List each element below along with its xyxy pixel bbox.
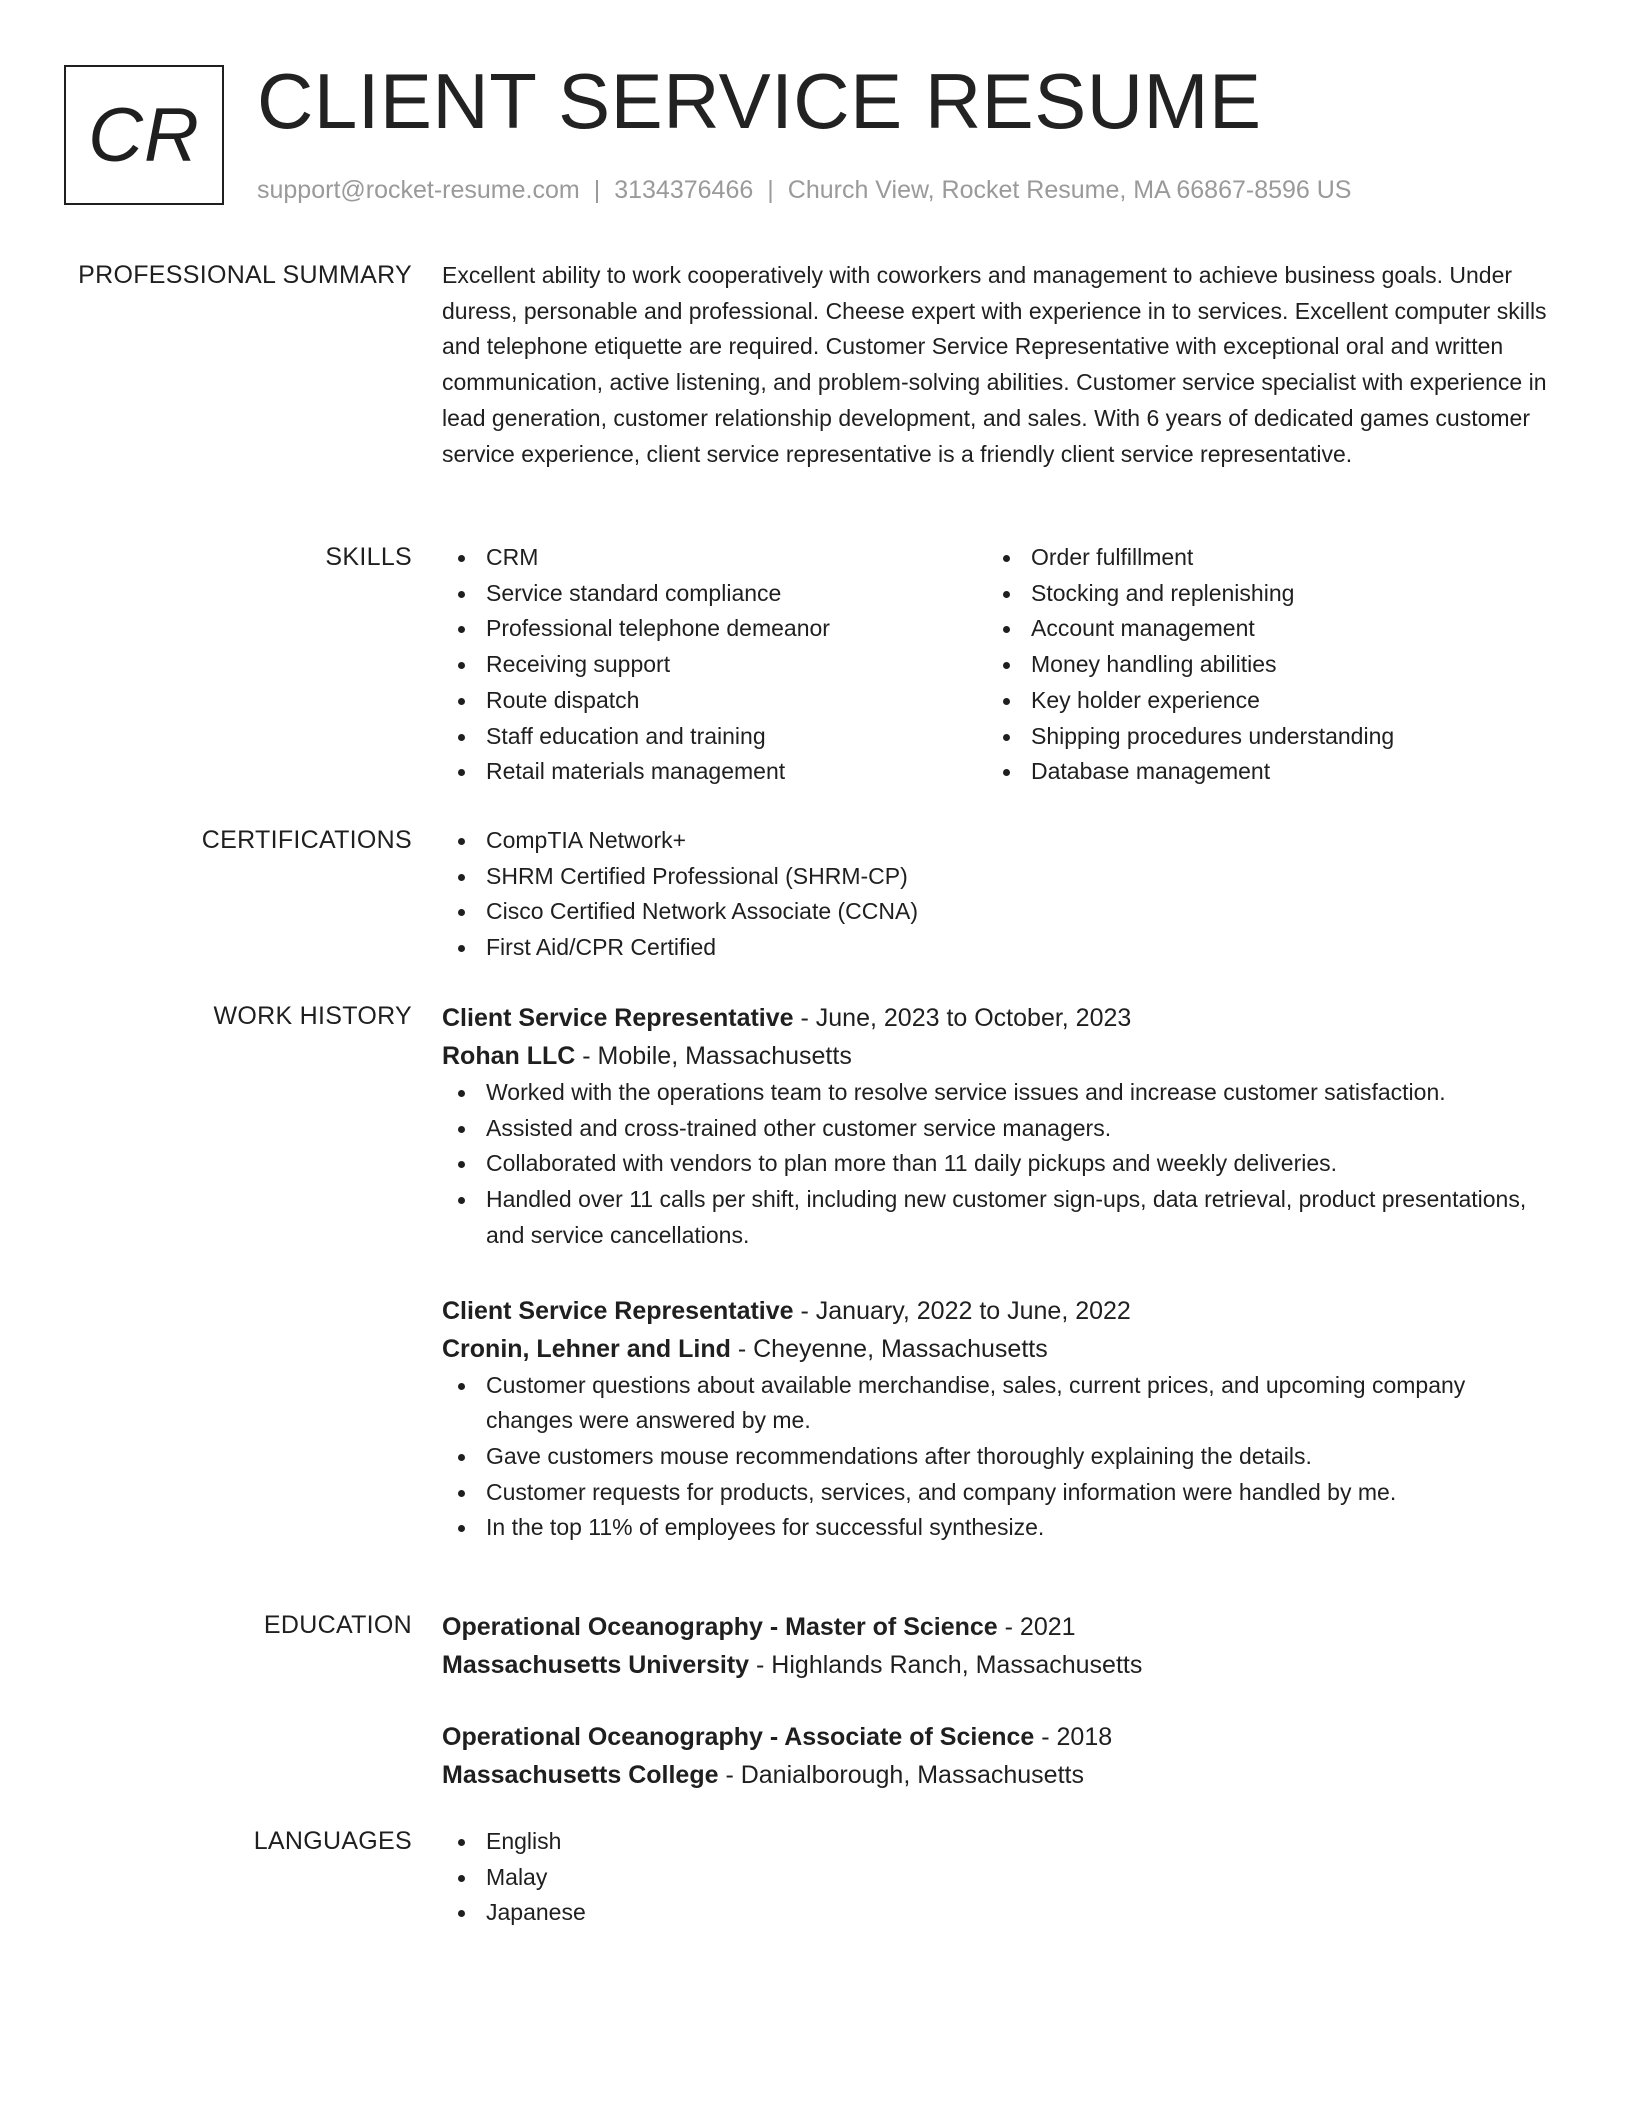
job-entry <box>442 999 1552 1254</box>
skills-list-right <box>987 540 1532 790</box>
list-item: Handled over 11 calls per shift, including new customer sign-ups, data retrieval, product presentations, and service cancellations. <box>442 1182 1552 1253</box>
contact-address: Church View, Rocket Resume, MA 66867-8596 US <box>787 176 1352 204</box>
list-item: CRM <box>442 540 987 576</box>
list-item: Gave customers mouse recommendations after thoroughly explaining the details. <box>442 1439 1552 1475</box>
list-item: Staff education and training <box>442 719 987 755</box>
contact-email[interactable]: support@rocket-resume.com <box>257 176 580 204</box>
section-label-education: EDUCATION <box>263 1611 412 1639</box>
section-label-certifications: CERTIFICATIONS <box>201 826 412 854</box>
graduation-year: - 2018 <box>1034 1723 1113 1751</box>
company-line <box>442 1330 1552 1368</box>
job-title: Client Service Representative <box>442 1296 794 1325</box>
list-item: In the top 11% of employees for successful synthesize. <box>442 1510 1552 1546</box>
list-item: Database management <box>987 754 1532 790</box>
job-bullets <box>442 1368 1552 1547</box>
school-name: Massachusetts College <box>442 1761 719 1789</box>
company-location: - Mobile, Massachusetts <box>575 1042 852 1070</box>
list-item: Assisted and cross-trained other customer service managers. <box>442 1111 1552 1147</box>
education-body <box>442 1608 1552 1828</box>
certifications-list <box>442 823 1552 966</box>
contact-separator: | <box>767 176 774 204</box>
job-title-line <box>442 999 1552 1037</box>
list-item: Professional telephone demeanor <box>442 611 987 647</box>
contact-phone[interactable]: 3134376466 <box>614 176 754 204</box>
section-label-languages: LANGUAGES <box>253 1827 412 1855</box>
certifications-body <box>442 823 1552 966</box>
list-item: Worked with the operations team to resolve service issues and increase customer satisfaction. <box>442 1075 1552 1111</box>
list-item: English <box>442 1824 1552 1860</box>
skills-body <box>442 540 1552 790</box>
list-item: Retail materials management <box>442 754 987 790</box>
list-item: Money handling abilities <box>987 647 1532 683</box>
job-entry <box>442 1292 1552 1547</box>
list-item: Collaborated with vendors to plan more than 11 daily pickups and weekly deliveries. <box>442 1146 1552 1182</box>
section-label-work-history: WORK HISTORY <box>213 1002 412 1030</box>
job-title: Client Service Representative <box>442 1004 794 1032</box>
company-name: Cronin, Lehner and Lind <box>442 1334 731 1363</box>
list-item: Route dispatch <box>442 683 987 719</box>
list-item: Malay <box>442 1860 1552 1896</box>
summary-body <box>442 258 1552 472</box>
school-line <box>442 1646 1552 1684</box>
job-title-line <box>442 1292 1552 1330</box>
list-item: Customer requests for products, services, and company information were handled by me. <box>442 1475 1552 1511</box>
list-item: Service standard compliance <box>442 576 987 612</box>
languages-list <box>442 1824 1552 1931</box>
job-dates: - June, 2023 to October, 2023 <box>793 1004 1132 1032</box>
list-item: Cisco Certified Network Associate (CCNA) <box>442 894 1552 930</box>
degree-line <box>442 1608 1552 1646</box>
section-label-summary: PROFESSIONAL SUMMARY <box>78 261 412 289</box>
list-item: Customer questions about available merchandise, sales, current prices, and upcoming company changes were answered by me. <box>442 1368 1552 1439</box>
school-location: - Danialborough, Massachusetts <box>718 1761 1084 1789</box>
degree: Operational Oceanography - Associate of Science <box>442 1723 1035 1751</box>
list-item: Japanese <box>442 1895 1552 1931</box>
company-line <box>442 1037 1552 1075</box>
school-line <box>442 1756 1552 1794</box>
work-history-body <box>442 999 1552 1584</box>
company-location: - Cheyenne, Massachusetts <box>730 1334 1048 1363</box>
degree-line <box>442 1718 1552 1756</box>
graduation-year: - 2021 <box>997 1613 1076 1641</box>
company-name: Rohan LLC <box>442 1042 576 1070</box>
list-item: Stocking and replenishing <box>987 576 1532 612</box>
list-item: Key holder experience <box>987 683 1532 719</box>
list-item: Order fulfillment <box>987 540 1532 576</box>
list-item: Receiving support <box>442 647 987 683</box>
resume-title: CLIENT SERVICE RESUME <box>257 57 1262 145</box>
languages-body <box>442 1824 1552 1931</box>
school-name: Massachusetts University <box>442 1651 750 1679</box>
list-item: SHRM Certified Professional (SHRM-CP) <box>442 859 1552 895</box>
degree: Operational Oceanography - Master of Science <box>442 1613 998 1641</box>
school-location: - Highlands Ranch, Massachusetts <box>749 1651 1143 1679</box>
contact-line <box>257 174 1352 206</box>
list-item: First Aid/CPR Certified <box>442 930 1552 966</box>
contact-separator: | <box>593 176 601 204</box>
monogram-logo: CR <box>64 65 224 205</box>
list-item: CompTIA Network+ <box>442 823 1552 859</box>
education-entry <box>442 1718 1552 1794</box>
job-bullets <box>442 1075 1552 1254</box>
skills-list-left <box>442 540 987 790</box>
resume-header <box>0 0 1632 240</box>
list-item: Shipping procedures understanding <box>987 719 1532 755</box>
job-dates: - January, 2022 to June, 2022 <box>793 1296 1131 1325</box>
summary-text: Excellent ability to work cooperatively with coworkers and management to achieve business goals. Under duress, personable and professional. Cheese expert with experience in to services. Excellent computer skills and telephone etiquette are required. Customer Service Representative with exceptional oral and written communication, active listening, and problem-solving abilities. Customer service specialist with experience in lead generation, customer relationship development, and sales. With 6 years of dedicated games customer service experience, client service representative is a friendly client service representative. <box>442 262 1547 467</box>
education-entry <box>442 1608 1552 1684</box>
section-label-skills: SKILLS <box>325 543 412 571</box>
list-item: Account management <box>987 611 1532 647</box>
